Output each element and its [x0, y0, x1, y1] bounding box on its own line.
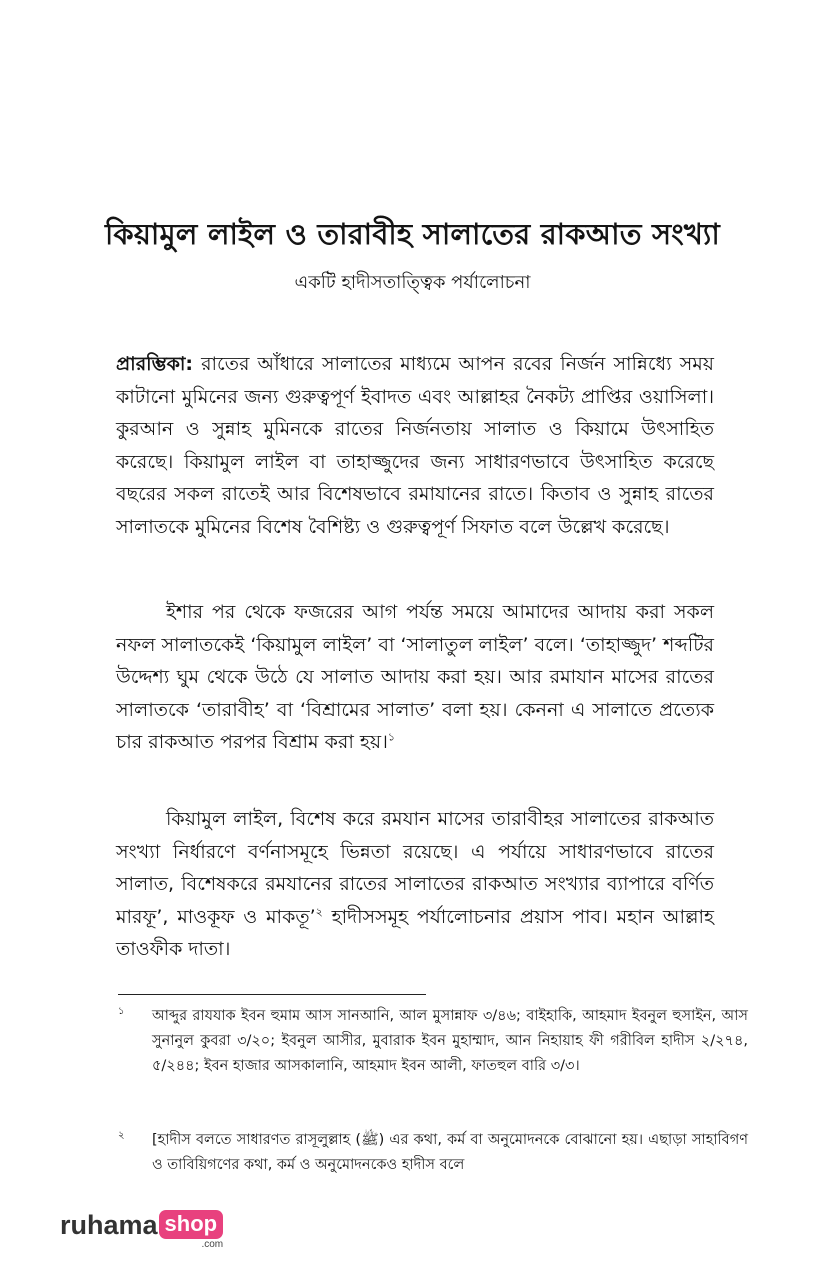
footnote-2	[118, 1128, 748, 1178]
ruhamashop-logo	[60, 1208, 223, 1248]
logo-shop-badge	[159, 1208, 224, 1250]
paragraph-text: হাদীসসমূহ পর্যালোচনার প্রয়াস পাব। মহান আল্লাহ তাওফীক দাতা।	[116, 905, 714, 960]
paragraph-definition	[116, 596, 714, 759]
logo-text-com: .com	[201, 1239, 224, 1250]
paragraph-text: রাতের আঁধারে সালাতের মাধ্যমে আপন রবের নির্জন সান্নিধ্যে সময় কাটানো মুমিনের জন্য গুরুত্বপূর্ণ ইবাদত এবং আল্লাহর নৈকট্য প্রাপ্তির ওয়াসিলা। কুরআন ও সুন্নাহ মুমিনকে রাতের নির্জনতায় সালাত ও কিয়ামে উৎসাহিত করেছে। কিয়ামুল লাইল বা তাহাজ্জুদের জন্য সাধারণভাবে উৎসাহিত করেছে বছরের সকল রাতেই আর বিশেষভাবে রমাযানের রাতে। কিতাব ও সুন্নাহ রাতের সালাতকে মুমিনের বিশেষ বৈশিষ্ট্য ও গুরুত্বপূর্ণ সিফাত বলে উল্লেখ করেছে।	[116, 353, 714, 538]
footnote-text: [হাদীস বলতে সাধারণত রাসূলুল্লাহ (ﷺ) এর কথা, কর্ম বা অনুমোদনকে বোঝানো হয়। এছাড়া সাহাবিগণ ও তাবিয়িগণের কথা, কর্ম ও অনুমোদনকেও হাদীস বলে	[152, 1132, 749, 1173]
footnote-1	[118, 1004, 748, 1079]
paragraph-lead: প্রারম্ভিকা:	[116, 353, 194, 375]
logo-text-ruhama: ruhama	[60, 1210, 158, 1240]
chapter-subtitle: একটি হাদীসতাত্ত্বিক পর্যালোচনা	[294, 272, 531, 293]
paragraph-text: কিয়ামুল লাইল, বিশেষ করে রমযান মাসের তারাবীহর সালাতের রাকআত সংখ্যা নির্ধারণে বর্ণনাসমূহে ভিন্নতা রয়েছে। এ পর্যায়ে সাধারণভাবে রাতের সালাত, বিশেষকরে রমযানের রাতের সালাতের রাকআত সংখ্যার ব্যাপারে বর্ণিত মারফূ’, মাওকূফ ও মাকতূ’	[116, 808, 714, 928]
paragraph-intro	[116, 348, 714, 543]
footnote-ref[interactable]: ২	[315, 905, 323, 919]
footnote-ref[interactable]: ১	[387, 730, 396, 744]
paragraph-scope	[116, 803, 714, 966]
footnote-mark: ২	[118, 1130, 125, 1142]
footnote-mark: ১	[118, 1006, 125, 1018]
chapter-title: কিয়ামুল লাইল ও তারাবীহ সালাতের রাকআত সংখ্যা	[105, 217, 720, 251]
footnote-text: আব্দুর রাযযাক ইবন হুমাম আস সানআনি, আল মুসান্নাফ ৩/৪৬; বাইহাকি, আহমাদ ইবনুল হুসাইন, আস সুনানুল কুবরা ৩/২০; ইবনুল আসীর, মুবারাক ইবন মুহাম্মাদ, আন নিহায়াহ ফী গরীবিল হাদীস ২/২৭৪, ৫/২৪৪; ইবন হাজার আসকালানি, আহমাদ ইবন আলী, ফাতহুল বারি ৩/৩।	[152, 1008, 748, 1074]
footnote-divider	[118, 994, 426, 995]
logo-text-shop: shop	[159, 1210, 224, 1239]
paragraph-text: ইশার পর থেকে ফজরের আগ পর্যন্ত সময়ে আমাদের আদায় করা সকল নফল সালাতকেই ‘কিয়ামুল লাইল’ বা ‘সালাতুল লাইল’ বলে। ‘তাহাজ্জুদ’ শব্দটির উদ্দেশ্য ঘুম থেকে উঠে যে সালাত আদায় করা হয়। আর রমাযান মাসের রাতের সালাতকে ‘তারাবীহ’ বা ‘বিশ্রামের সালাত’ বলা হয়। কেননা এ সালাতে প্রত্যেক চার রাকআত পরপর বিশ্রাম করা হয়।	[116, 601, 714, 753]
